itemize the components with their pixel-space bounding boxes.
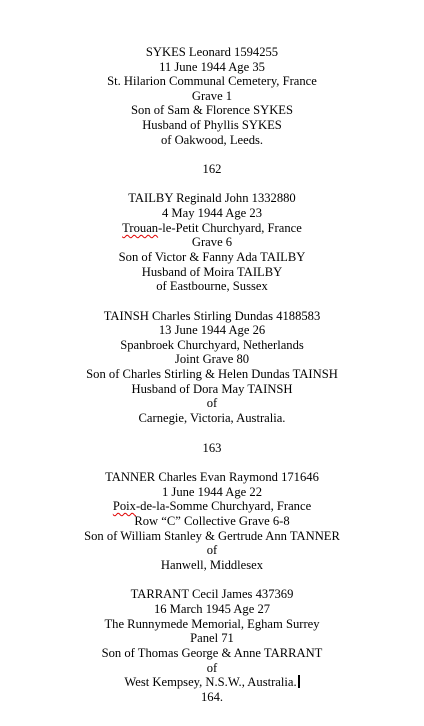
entry-grave-line: Grave 1 [191,89,233,103]
spellcheck-flagged-word[interactable]: Trouan [122,221,159,235]
entry-cemetery-line: Spanbroek Churchyard, Netherlands [120,338,304,352]
entry-residence-line: Hanwell, Middlesex [160,558,264,572]
entry-spouse-line: Husband of Dora May TAINSH [131,382,293,396]
entry-of-line: of [206,661,218,675]
entry-cemetery-line [0,499,424,514]
page-number: 162 [202,162,222,176]
entry-name-line: TANNER Charles Evan Raymond 171646 [105,470,319,484]
entry-grave-line: Row “C” Collective Grave 6-8 [134,514,290,528]
entry-grave-line: Grave 6 [191,235,233,249]
entry-date-line: 1 June 1944 Age 22 [161,485,263,499]
entry-date-line: 16 March 1945 Age 27 [153,602,271,616]
entry-date-line: 11 June 1944 Age 35 [159,60,265,74]
entry-name-line: TARRANT Cecil James 437369 [130,587,294,601]
entry-residence-text: West Kempsey, N.S.W., Australia. [124,675,297,689]
entry-residence-line: of Oakwood, Leeds. [160,133,264,147]
entry-name-line: TAINSH Charles Stirling Dundas 4188583 [103,309,321,323]
entry-spouse-line: Husband of Phyllis SYKES [142,118,282,132]
entry-cemetery-line [0,221,424,236]
entry-date-line: 4 May 1944 Age 23 [161,206,263,220]
text-cursor [298,675,300,688]
entry-residence-line: Carnegie, Victoria, Australia. [138,411,286,425]
entry-name-line: SYKES Leonard 1594255 [145,45,279,59]
page-number: 164. [200,690,224,704]
entry-spouse-line: Husband of Moira TAILBY [141,265,283,279]
entry-residence-line[interactable] [0,675,424,690]
entry-panel-line: Panel 71 [190,631,234,645]
spellcheck-flagged-word[interactable]: Poix [112,499,136,513]
entry-parents-line: Son of William Stanley & Gertrude Ann TANNER [84,529,340,543]
entry-date-line: 13 June 1944 Age 26 [158,323,266,337]
entry-parents-line: Son of Sam & Florence SYKES [131,103,293,117]
entry-of-line: of [206,396,218,410]
entry-cemetery-line: St. Hilarion Communal Cemetery, France [107,74,317,88]
entry-residence-line: of Eastbourne, Sussex [156,279,268,293]
cemetery-name-rest: -de-la-Somme Churchyard, France [135,499,312,513]
entry-memorial-line: The Runnymede Memorial, Egham Surrey [104,617,320,631]
entry-parents-line: Son of Thomas George & Anne TARRANT [101,646,323,660]
cemetery-name-rest: -le-Petit Churchyard, France [158,221,302,235]
entry-parents-line: Son of Charles Stirling & Helen Dundas TAINSH [86,367,338,381]
entry-grave-line: Joint Grave 80 [174,352,250,366]
page-number: 163 [202,441,222,455]
entry-of-line: of [206,543,218,557]
entry-name-line: TAILBY Reginald John 1332880 [128,191,296,205]
entry-parents-line: Son of Victor & Fanny Ada TAILBY [118,250,306,264]
